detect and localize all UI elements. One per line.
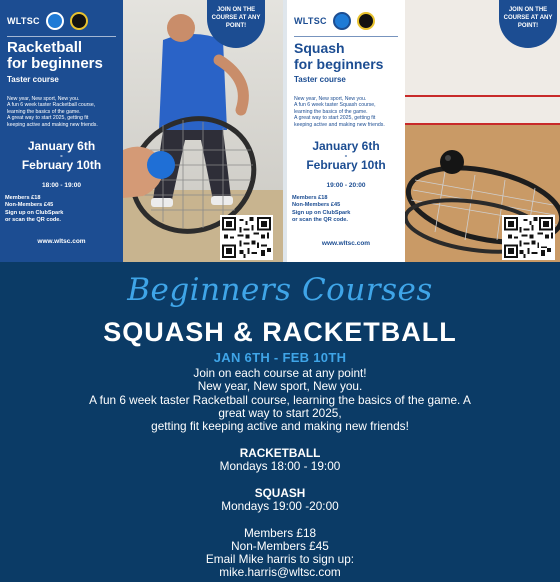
badge-line: JOIN ON THE <box>216 7 256 13</box>
members-price: Members £18 <box>243 525 317 540</box>
poster-desc-line: learning the basics of the game. <box>294 108 368 115</box>
squash-poster-panel <box>287 0 405 262</box>
badge-line: POINT! <box>225 23 247 29</box>
poster-date-dash: - <box>344 151 348 160</box>
poster-title <box>294 40 383 72</box>
qr-code-icon[interactable] <box>502 215 555 260</box>
poster-description <box>294 96 404 128</box>
poster-prices <box>292 195 350 224</box>
poster-signup-line1: Sign up on ClubSpark <box>5 209 64 216</box>
poster-desc-line: keeping active and making new friends. <box>294 121 385 128</box>
intro-line: getting fit keeping active and making new friends! <box>151 419 409 434</box>
poster-signup-line2: or scan the QR code. <box>5 216 61 223</box>
poster-date-start: January 6th <box>312 139 380 153</box>
badge-line: COURSE AT ANY <box>211 15 261 21</box>
poster-desc-line: A fun 6 week taster Racketball course, <box>7 102 96 109</box>
badge-line: COURSE AT ANY <box>503 15 553 21</box>
non-members-price: Non-Members £45 <box>231 538 329 553</box>
divider <box>294 36 398 37</box>
club-logo-icon <box>333 12 351 30</box>
squash-heading: SQUASH <box>254 485 306 500</box>
club-name: WLTSC <box>294 16 327 26</box>
squash-poster <box>287 0 560 262</box>
poster-price-members: Members £18 <box>292 195 328 201</box>
club-header <box>294 12 375 30</box>
poster-url: www.wltsc.com <box>37 238 86 245</box>
badge-line: JOIN ON THE <box>508 7 548 13</box>
poster-desc-line: New year, New sport, New you. <box>294 96 367 102</box>
info-text <box>90 367 470 580</box>
intro-line: New year, New sport, New you. <box>197 379 363 394</box>
poster-time: 18:00 - 19:00 <box>41 182 82 189</box>
racketball-poster-panel <box>0 0 123 262</box>
poster-title-line2: for beginners <box>294 56 384 72</box>
poster-desc-line: A great way to start 2025, getting fit <box>7 115 89 122</box>
poster-dates <box>0 140 123 172</box>
poster-description <box>7 96 119 128</box>
racketball-poster <box>0 0 283 262</box>
poster-subtitle: Taster course <box>7 75 59 84</box>
poster-date-end: February 10th <box>306 158 386 172</box>
poster-desc-line: New year, New sport, New you. <box>7 96 80 102</box>
poster-subtitle: Taster course <box>294 75 346 84</box>
poster-price-members: Members £18 <box>5 195 41 201</box>
intro-line: great way to start 2025, <box>218 405 342 420</box>
intro-line: Join on each course at any point! <box>193 366 367 380</box>
partner-logo-icon <box>357 12 375 30</box>
club-header <box>7 12 88 30</box>
main-title: SQUASH & RACKETBALL <box>103 317 457 347</box>
spacer <box>90 433 470 446</box>
poster-date-end: February 10th <box>21 158 102 172</box>
poster-price-non-members: Non-Members £45 <box>292 202 341 209</box>
course-posters <box>0 0 560 262</box>
poster-time: 19:00 - 20:00 <box>326 182 366 189</box>
racketball-heading: RACKETBALL <box>239 445 321 460</box>
squash-time: Mondays 19:00 -20:00 <box>221 498 339 513</box>
intro-line: A fun 6 week taster Racketball course, learning the basics of the game. A <box>89 392 471 407</box>
poster-desc-line: A great way to start 2025, getting fit <box>294 115 376 122</box>
poster-title-line2: for beginners <box>7 55 103 72</box>
racketball-time: Mondays 18:00 - 19:00 <box>219 459 341 474</box>
club-name: WLTSC <box>7 16 40 26</box>
divider <box>7 36 116 37</box>
poster-signup-line1: Sign up on ClubSpark <box>292 209 351 216</box>
poster-desc-line: learning the basics of the game. <box>7 108 81 115</box>
poster-title-line1: Racketball <box>7 39 83 56</box>
poster-date-start: January 6th <box>27 139 96 153</box>
poster-url: www.wltsc.com <box>321 240 371 247</box>
badge-line: POINT! <box>517 23 539 29</box>
qr-code-icon[interactable] <box>220 215 273 260</box>
poster-prices <box>5 195 63 224</box>
spacer <box>90 473 470 486</box>
poster-desc-line: keeping active and making new friends. <box>7 121 98 128</box>
spacer <box>90 513 470 526</box>
poster-date-dash: - <box>60 151 63 160</box>
qr-code-graphic <box>222 217 271 258</box>
poster-dates <box>287 140 405 172</box>
email-link[interactable]: mike.harris@wltsc.com <box>219 565 341 580</box>
poster-desc-line: A fun 6 week taster Squash course, <box>294 102 376 109</box>
club-logo-icon <box>46 12 64 30</box>
poster-title <box>7 40 103 72</box>
poster-signup-line2: or scan the QR code. <box>292 216 348 223</box>
course-info-panel <box>0 262 560 582</box>
date-range: JAN 6TH - FEB 10TH <box>213 350 347 365</box>
email-instruction: Email Mike harris to sign up: <box>205 552 355 567</box>
script-title: Beginners Courses <box>127 272 433 308</box>
poster-price-non-members: Non-Members £45 <box>5 202 54 209</box>
poster-title-line1: Squash <box>294 40 345 56</box>
partner-logo-icon <box>70 12 88 30</box>
qr-code-graphic <box>504 217 553 258</box>
